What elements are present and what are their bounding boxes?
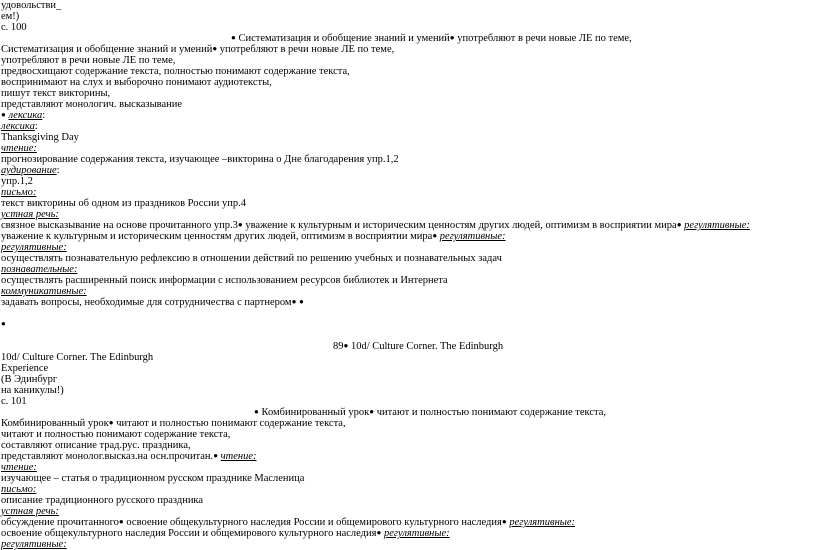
section-heading: коммуникативные: xyxy=(1,286,87,297)
text-line: 10d/ Culture Corner. The Edinburgh xyxy=(1,352,154,363)
text-line xyxy=(1,297,304,308)
text-run: Комбинированный урок xyxy=(1,418,109,429)
text-run: уважение к культурным и историческим ценностям других людей, оптимизм в восприятии мира xyxy=(242,220,677,231)
section-heading: чтение: xyxy=(1,143,37,154)
text-line: прогнозирование содержания текста, изучающее –викторина о Дне благодарения упр.1,2 xyxy=(1,154,399,165)
section-heading: устная речь: xyxy=(1,506,59,517)
text-line: удовольстви_ xyxy=(1,0,62,11)
bullet-icon: ● xyxy=(108,418,114,427)
colon: : xyxy=(56,165,60,176)
bullet-icon: ● xyxy=(212,44,218,53)
section-heading: регулятивные: xyxy=(509,517,576,528)
text-line: изучающее – статья о традиционном русском празднике Масленица xyxy=(1,473,305,484)
text-line xyxy=(1,418,346,429)
centered-topic-line xyxy=(231,33,632,44)
section-heading: чтение: xyxy=(1,462,37,473)
bullet-icon: ● xyxy=(118,517,124,526)
topic-text: употребляют в речи новые ЛЕ по теме, xyxy=(454,33,632,44)
text-line: предвосхищают содержание текста, полностью понимают содержание текста, xyxy=(1,66,350,77)
text-run: уважение к культурным и историческим ценностям других людей, оптимизм в восприятии мира xyxy=(1,231,433,242)
section-heading: письмо: xyxy=(1,187,37,198)
text-line xyxy=(1,528,450,539)
text-line: описание традиционного русского праздника xyxy=(1,495,204,506)
section-heading: письмо: xyxy=(1,484,37,495)
text-line: употребляют в речи новые ЛЕ по теме, xyxy=(1,55,176,66)
section-heading: регулятивные: xyxy=(439,231,506,242)
text-line: Thanksgiving Day xyxy=(1,132,79,143)
text-run: задавать вопросы, необходимые для сотрудничества с партнером xyxy=(1,297,292,308)
text-run: читают и полностью понимают содержание текста, xyxy=(113,418,346,429)
listening-heading-line xyxy=(1,165,60,176)
section-heading: регулятивные: xyxy=(383,528,450,539)
bullet-icon: ● xyxy=(1,110,6,119)
topic-text: Комбинированный урок xyxy=(261,407,370,418)
section-heading: чтение: xyxy=(220,451,257,462)
lexis-line xyxy=(1,110,45,121)
text-run: представляют монолог.высказ.на осн.прочитан. xyxy=(1,451,214,462)
colon: : xyxy=(34,121,38,132)
bullet-icon: ● xyxy=(254,407,259,416)
section-heading: регулятивные: xyxy=(1,242,67,253)
text-line xyxy=(1,517,575,528)
lesson-title: 10d/ Culture Corner. The Edinburgh xyxy=(348,341,504,352)
topic-text: читают и полностью понимают содержание текста, xyxy=(374,407,607,418)
centered-topic-line xyxy=(254,407,606,418)
bullet-icon: ● xyxy=(369,407,375,416)
text-run: обсуждение прочитанного xyxy=(1,517,119,528)
text-run: освоение общекультурного наследия России и общемирового культурного наследия xyxy=(123,517,502,528)
bullet-icon: ● xyxy=(299,297,304,306)
bullet-icon: ● xyxy=(231,33,236,42)
section-heading: лексика xyxy=(8,110,43,121)
lesson-heading-line xyxy=(333,341,503,352)
section-heading: регулятивные: xyxy=(684,220,750,231)
bullet-icon: ● xyxy=(676,220,682,229)
text-line: Experience xyxy=(1,363,49,374)
bullet-icon: ● xyxy=(432,231,438,240)
colon: : xyxy=(42,110,46,121)
lesson-number: 89 xyxy=(333,341,344,352)
text-line: (В Эдинбург xyxy=(1,374,58,385)
text-line: на каникулы!) xyxy=(1,385,64,396)
text-line: текст викторины об одном из праздников России упр.4 xyxy=(1,198,246,209)
bullet-icon: ● xyxy=(237,220,243,229)
bullet-icon: ● xyxy=(501,517,507,526)
text-run: освоение общекультурного наследия России и общемирового культурного наследия xyxy=(1,528,377,539)
bullet-icon: ● xyxy=(1,319,6,328)
topic-text: Систематизация и обобщение знаний и умений xyxy=(1,44,213,55)
bullet-icon: ● xyxy=(376,528,382,537)
text-line xyxy=(1,44,394,55)
bullet-icon: ● xyxy=(343,341,349,350)
text-line: упр.1,2 xyxy=(1,176,33,187)
text-line xyxy=(1,220,750,231)
text-line: представляют монологич. высказывание xyxy=(1,99,183,110)
text-line: составляют описание трад.рус. праздника, xyxy=(1,440,191,451)
bullet-icon: ● xyxy=(213,451,219,460)
bullet-icon: ● xyxy=(449,33,455,42)
text-line: воспринимают на слух и выборочно понимают аудиотексты, xyxy=(1,77,272,88)
text-line xyxy=(1,231,506,242)
section-heading: регулятивные: xyxy=(1,539,67,550)
section-heading: лексика xyxy=(1,121,35,132)
page-ref: с. 100 xyxy=(1,22,27,33)
page-ref: с. 101 xyxy=(1,396,27,407)
text-line: пишут текст викторины, xyxy=(1,88,111,99)
section-heading: устная речь: xyxy=(1,209,59,220)
lexis-heading-line xyxy=(1,121,38,132)
text-line xyxy=(1,451,257,462)
text-run: связное высказывание на основе прочитанного упр.3 xyxy=(1,220,238,231)
topic-text: Систематизация и обобщение знаний и умений xyxy=(238,33,450,44)
text-line: осуществлять познавательную рефлексию в отношении действий по решению учебных и познавательных задач xyxy=(1,253,502,264)
topic-text: употребляют в речи новые ЛЕ по теме, xyxy=(217,44,395,55)
text-line: ем!) xyxy=(1,11,20,22)
bullet-icon: ● xyxy=(291,297,297,306)
section-heading: аудирование xyxy=(1,165,57,176)
text-line: читают и полностью понимают содержание текста, xyxy=(1,429,231,440)
section-heading: познавательные: xyxy=(1,264,78,275)
text-line: осуществлять расширенный поиск информации с использованием ресурсов библиотек и Интернета xyxy=(1,275,448,286)
